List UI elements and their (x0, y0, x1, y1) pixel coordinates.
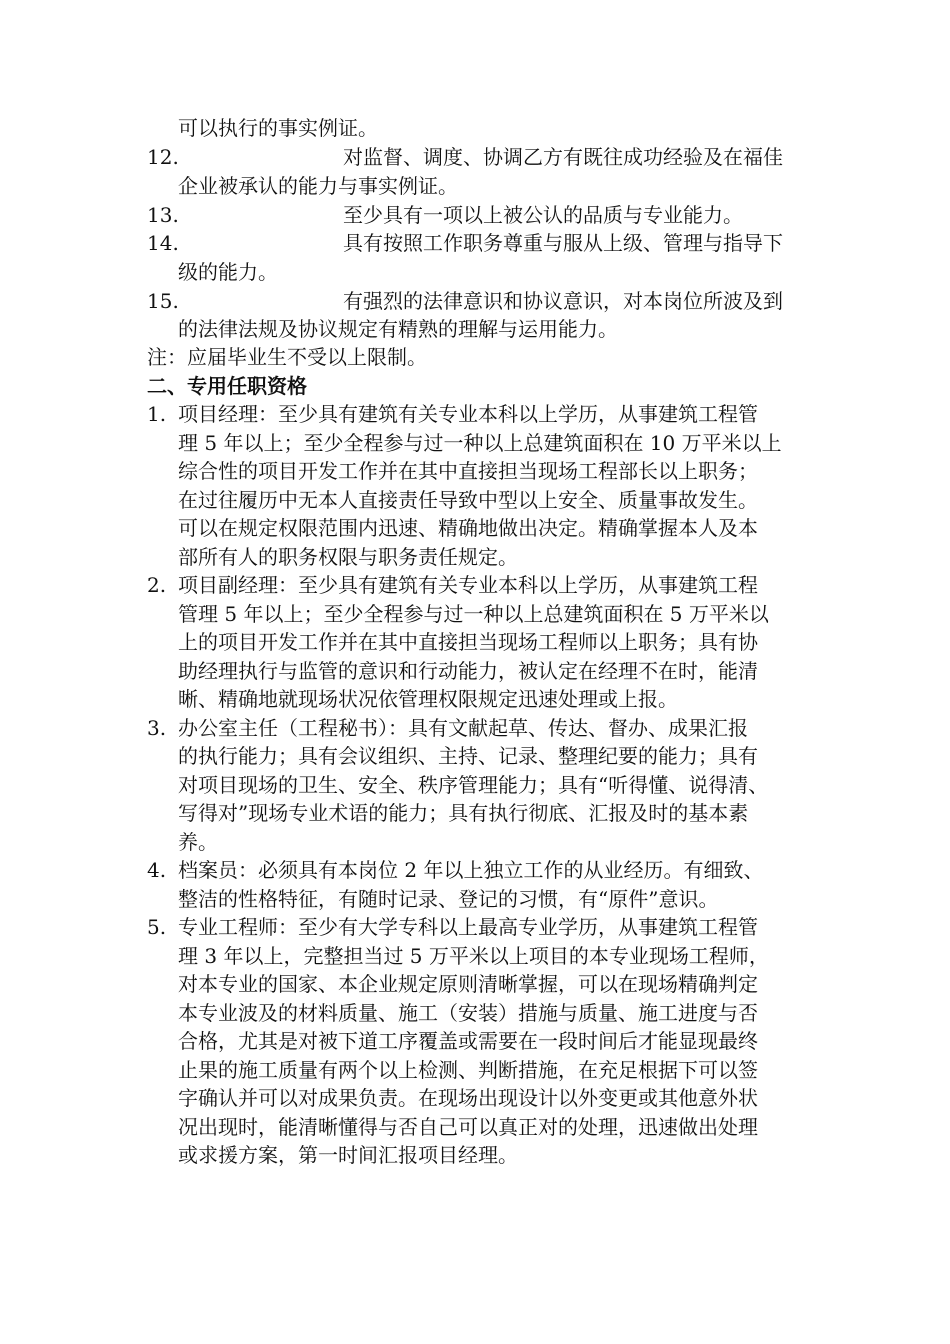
item-12-text-line2: 企业被承认的能力与事实例证。 (178, 174, 458, 198)
section-item-5-line: 止果的施工质量有两个以上检测、判断措施，在充足根据下可以签 (178, 1058, 758, 1082)
section-item-5-row (0, 1112, 950, 1142)
section-item-2-line: 项目副经理：至少具有建筑有关专业本科以上学历，从事建筑工程 (178, 573, 758, 597)
section-item-3-line: 写得对”现场专业术语的能力；具有执行彻底、汇报及时的基本素 (178, 801, 749, 825)
item-13 (0, 200, 950, 230)
section-item-5-line: 字确认并可以对成果负责。在现场出现设计以外变更或其他意外状 (178, 1086, 758, 1110)
section-item-1-row (0, 513, 950, 543)
section-item-5-row (0, 969, 950, 999)
section-item-2-line: 助经理执行与监管的意识和行动能力，被认定在经理不在时，能清 (178, 659, 758, 683)
item-15 (0, 286, 950, 316)
section-item-2-number: 2. (147, 573, 167, 597)
section-item-3-line: 对项目现场的卫生、安全、秩序管理能力；具有“听得懂、说得清、 (178, 773, 769, 797)
section-title-text: 二、专用任职资格 (147, 374, 307, 398)
section-item-4-row (0, 884, 950, 914)
item-14-text-line1: 具有按照工作职务尊重与服从上级、管理与指导下 (343, 231, 783, 255)
section-item-2-line: 晰、精确地就现场状况依管理权限规定迅速处理或上报。 (178, 687, 678, 711)
section-item-5-line: 合格，尤其是对被下道工序覆盖或需要在一段时间后才能显现最终 (178, 1029, 758, 1053)
section-item-3-row (0, 798, 950, 828)
section-item-1-row (0, 456, 950, 486)
item-11-text: 可以执行的事实例证。 (178, 116, 378, 140)
section-item-3-row (0, 770, 950, 800)
section-item-4-line: 档案员：必须具有本岗位 2 年以上独立工作的从业经历。有细致、 (178, 858, 764, 882)
item-11-continuation (0, 113, 950, 143)
section-item-3 (0, 713, 950, 743)
section-item-5-row (0, 941, 950, 971)
item-14-text-line2: 级的能力。 (178, 260, 278, 284)
item-12 (0, 142, 950, 172)
section-item-2 (0, 570, 950, 600)
section-item-5-number: 5. (147, 915, 167, 939)
section-title (0, 371, 950, 401)
section-item-1 (0, 399, 950, 429)
section-item-4-number: 4. (147, 858, 167, 882)
section-item-4-line: 整洁的性格特征，有随时记录、登记的习惯，有“原件”意识。 (178, 887, 719, 911)
item-12-text-line1: 对监督、调度、协调乙方有既往成功经验及在福佳 (343, 145, 783, 169)
section-item-5-row (0, 1140, 950, 1170)
item-14 (0, 228, 950, 258)
section-item-1-line: 可以在规定权限范围内迅速、精确地做出决定。精确掌握本人及本 (178, 516, 758, 540)
section-item-2-row (0, 684, 950, 714)
section-item-5-line: 对本专业的国家、本企业规定原则清晰掌握，可以在现场精确判定 (178, 972, 758, 996)
section-item-5-row (0, 1026, 950, 1056)
section-item-5-row (0, 1083, 950, 1113)
item-15-text-line1: 有强烈的法律意识和协议意识，对本岗位所波及到 (343, 289, 783, 313)
section-item-3-row (0, 827, 950, 857)
item-12-number: 12. (147, 145, 179, 169)
item-13-text-line1: 至少具有一项以上被公认的品质与专业能力。 (343, 203, 743, 227)
section-item-1-row (0, 542, 950, 572)
section-item-1-row (0, 485, 950, 515)
section-item-1-line: 部所有人的职务权限与职务责任规定。 (178, 545, 518, 569)
section-item-2-line: 上的项目开发工作并在其中直接担当现场工程师以上职务；具有协 (178, 630, 758, 654)
section-item-2-row (0, 627, 950, 657)
section-item-2-line: 管理 5 年以上；至少全程参与过一种以上总建筑面积在 5 万平米以 (178, 602, 769, 626)
section-item-2-row (0, 599, 950, 629)
section-item-1-line: 理 5 年以上；至少全程参与过一种以上总建筑面积在 10 万平米以上 (178, 431, 782, 455)
item-15-line2 (0, 314, 950, 344)
section-item-5-line: 况出现时，能清晰懂得与否自己可以真正对的处理，迅速做出处理 (178, 1115, 758, 1139)
section-item-1-line: 项目经理：至少具有建筑有关专业本科以上学历，从事建筑工程管 (178, 402, 758, 426)
section-item-3-number: 3. (147, 716, 167, 740)
item-13-number: 13. (147, 203, 179, 227)
section-item-5-line: 本专业波及的材料质量、施工（安装）措施与质量、施工进度与否 (178, 1001, 758, 1025)
section-item-1-number: 1. (147, 402, 167, 426)
section-item-3-row (0, 741, 950, 771)
section-item-5-row (0, 998, 950, 1028)
section-item-2-row (0, 656, 950, 686)
section-item-1-line: 在过往履历中无本人直接责任导致中型以上安全、质量事故发生。 (178, 488, 758, 512)
item-12-line2 (0, 171, 950, 201)
item-14-number: 14. (147, 231, 179, 255)
section-item-1-row (0, 428, 950, 458)
section-item-5-row (0, 1055, 950, 1085)
note-text: 注：应届毕业生不受以上限制。 (147, 345, 427, 369)
section-item-3-line: 办公室主任（工程秘书）：具有文献起草、传达、督办、成果汇报 (178, 716, 748, 740)
section-item-4 (0, 855, 950, 885)
section-item-5-line: 或求援方案，第一时间汇报项目经理。 (178, 1143, 518, 1167)
section-item-5 (0, 912, 950, 942)
section-item-3-line: 养。 (178, 830, 218, 854)
item-15-text-line2: 的法律法规及协议规定有精熟的理解与运用能力。 (178, 317, 618, 341)
section-item-3-line: 的执行能力；具有会议组织、主持、记录、整理纪要的能力；具有 (178, 744, 758, 768)
section-item-5-line: 专业工程师：至少有大学专科以上最高专业学历，从事建筑工程管 (178, 915, 758, 939)
section-item-1-line: 综合性的项目开发工作并在其中直接担当现场工程部长以上职务； (178, 459, 758, 483)
section-item-5-line: 理 3 年以上，完整担当过 5 万平米以上项目的本专业现场工程师， (178, 944, 769, 968)
item-14-line2 (0, 257, 950, 287)
item-15-number: 15. (147, 289, 179, 313)
note (0, 342, 950, 372)
